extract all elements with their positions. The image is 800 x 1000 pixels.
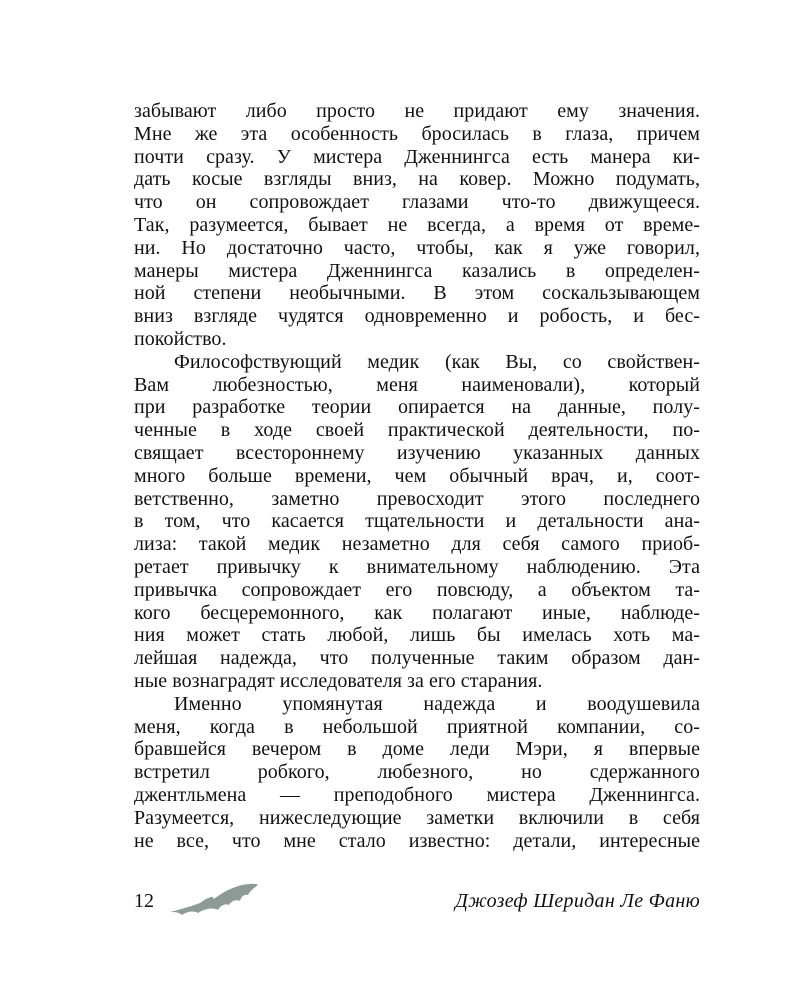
body-line: при разработке теории опирается на данные, полу- (134, 396, 700, 419)
body-line: манеры мистера Дженнингса казались в определен- (134, 259, 700, 282)
page-footer (134, 882, 700, 922)
body-line: привычка сопровождает его повсюду, а объектом та- (134, 578, 700, 601)
body-line: что он сопровождает глазами что-то движущееся. (134, 191, 700, 214)
body-line: ретает привычку к внимательному наблюдению. Эта (134, 555, 700, 578)
body-line: ной степени необычными. В этом соскальзывающем (134, 282, 700, 305)
body-line: ния может стать любой, лишь бы имелась хоть ма- (134, 624, 700, 647)
body-line: лейшая надежда, что полученные таким образом дан- (134, 647, 700, 670)
body-line: кого бесцеремонного, как полагают иные, наблюде- (134, 601, 700, 624)
body-line: Мне же эта особенность бросилась в глаза, причем (134, 122, 700, 145)
body-line: Разумеется, нижеследующие заметки включили в себя (134, 806, 700, 829)
body-line: не все, что мне стало известно: детали, интересные (134, 829, 700, 852)
bat-icon (168, 882, 258, 916)
body-line: встретил робкого, любезного, но сдержанного (134, 761, 700, 784)
page-number: 12 (134, 890, 154, 912)
paragraph-end-line: покойство. (134, 327, 227, 350)
body-line: дать косые взгляды вниз, на ковер. Можно подумать, (134, 168, 700, 191)
paragraph-end-line: ные вознаградят исследователя за его старания. (134, 669, 543, 692)
paragraph-first-line: Именно упомянутая надежда и воодушевила (174, 692, 700, 715)
body-line: бравшейся вечером в доме леди Мэри, я впервые (134, 738, 700, 761)
body-line: вниз взгляде чудятся одновременно и робость, и бес- (134, 305, 700, 328)
body-line: ни. Но достаточно часто, чтобы, как я уже говорил, (134, 236, 700, 259)
body-line: почти сразу. У мистера Дженнингса есть манера ки- (134, 145, 700, 168)
body-line: в том, что касается тщательности и детальности ана- (134, 510, 700, 533)
body-line: Вам любезностью, меня наименовали), который (134, 373, 700, 396)
running-title: Джозеф Шеридан Ле Фаню (455, 890, 700, 912)
body-line: забывают либо просто не придают ему значения. (134, 100, 700, 122)
page-body (134, 100, 700, 852)
body-line: джентльмена — преподобного мистера Дженнингса. (134, 783, 700, 806)
body-line: меня, когда в небольшой приятной компании, со- (134, 715, 700, 738)
body-line: лиза: такой медик незаметно для себя самого приоб- (134, 533, 700, 556)
body-line: ветственно, заметно превосходит этого последнего (134, 487, 700, 510)
paragraph-first-line: Философствующий медик (как Вы, со свойствен- (174, 350, 700, 373)
body-line: много больше времени, чем обычный врач, и, соот- (134, 464, 700, 487)
body-line: свящает всестороннему изучению указанных данных (134, 441, 700, 464)
body-line: ченные в ходе своей практической деятельности, по- (134, 419, 700, 442)
body-line: Так, разумеется, бывает не всегда, а время от време- (134, 213, 700, 236)
